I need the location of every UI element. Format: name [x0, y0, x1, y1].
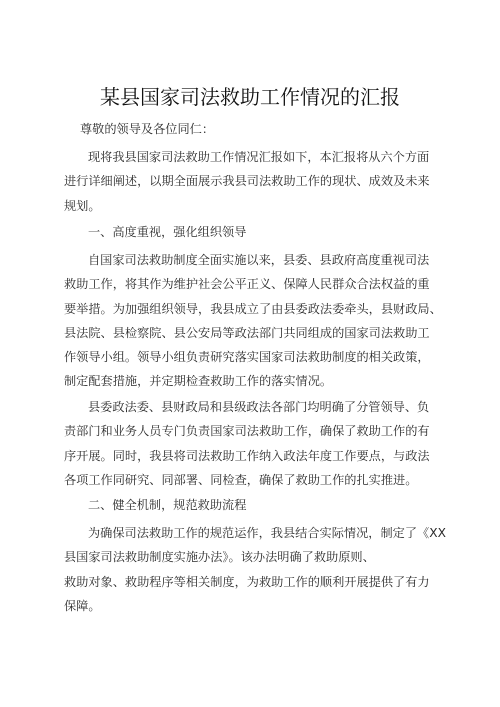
section1-paragraph-2	[64, 395, 450, 492]
section1-p1-line-6: 制定配套措施，并定期检查救助工作的落实情况。	[64, 374, 333, 389]
intro-line-1: 现将我县国家司法救助工作情况汇报如下，本汇报将从六个方面	[88, 150, 430, 164]
section1-paragraph-1	[64, 248, 450, 394]
section1-p1-line-2: 救助工作，将其作为维护社会公平正义、保障人民群众合法权益的重	[64, 277, 430, 292]
intro-line-3: 规划。	[64, 198, 101, 213]
section1-p1-line-5: 作领导小组。领导小组负责研究落实国家司法救助制度的相关政策，	[64, 350, 430, 365]
section2-p1-line-2: 县国家司法救助制度实施办法》。该办法明确了救助原则、	[64, 550, 375, 565]
salutation	[64, 117, 450, 141]
section1-p1-line-4: 县法院、县检察院、县公安局等政法部门共同组成的国家司法救助工	[64, 325, 430, 340]
section1-heading: 一、高度重视，强化组织领导	[88, 225, 247, 239]
section1-p2-line-2: 责部门和业务人员专门负责国家司法救助工作，确保了救助工作的有	[64, 424, 430, 439]
section2-p1-line-3: 救助对象、救助程序等相关制度，为救助工作的顺利开展提供了有力	[64, 574, 430, 589]
document-title: 某县国家司法救助工作情况的汇报	[100, 85, 400, 109]
section2-paragraph-1	[64, 521, 450, 618]
salutation-line: 尊敬的领导及各位同仁：	[80, 122, 215, 136]
section1-p1-line-1: 自国家司法救助制度全面实施以来，县委、县政府高度重视司法	[88, 253, 430, 267]
section1-p2-line-1: 县委政法委、县财政局和县级政法各部门均明确了分管领导、负	[88, 400, 430, 414]
section1-p2-line-3: 序开展。同时，我县将司法救助工作纳入政法年度工作要点，与政法	[64, 448, 430, 463]
section2-heading: 二、健全机制，规范救助流程	[88, 498, 247, 512]
section1-p1-line-3: 要举措。为加强组织领导，我县成立了由县委政法委牵头，县财政局、	[64, 301, 442, 316]
intro-line-2: 进行详细阐述，以期全面展示我县司法救助工作的现状、成效及未来	[64, 174, 430, 189]
section1-p2-line-4: 各项工作同研究、同部署、同检查，确保了救助工作的扎实推进。	[64, 472, 418, 487]
section2-p1-line-1: 为确保司法救助工作的规范运作，我县结合实际情况，制定了《XX	[88, 526, 446, 540]
section2-p1-line-4: 保障。	[64, 598, 101, 613]
intro-paragraph	[64, 145, 450, 218]
